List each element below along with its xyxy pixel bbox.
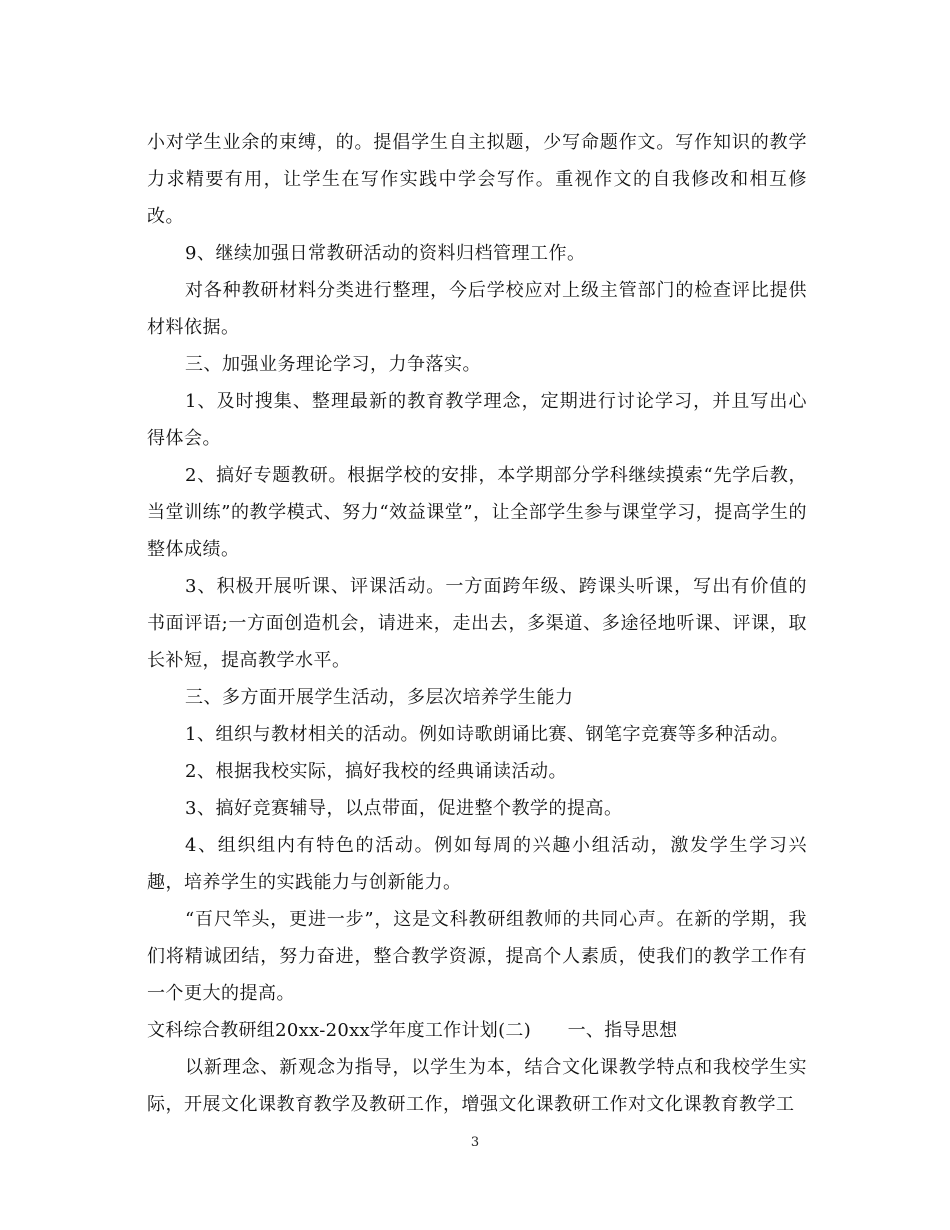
paragraph: 2、根据我校实际，搞好我校的经典诵读活动。 (185, 761, 567, 782)
paragraph: 1、及时搜集、整理最新的教育教学理念，定期进行讨论学习，并且写出心得体会。 (147, 391, 807, 449)
paragraph: 小对学生业余的束缚，的。提倡学生自主拟题，少写命题作文。写作知识的教学力求精要有用，让学生在写作实践中学会写作。重视作文的自我修改和相互修改。 (147, 132, 807, 227)
paragraph: 4、组织组内有特色的活动。例如每周的兴趣小组活动，激发学生学习兴趣，培养学生的实践能力与创新能力。 (147, 835, 807, 893)
plan-title-line: 文科综合教研组20xx-20xx学年度工作计划(二) 一、指导思想 (147, 1020, 678, 1041)
page-number: 3 (470, 1135, 480, 1150)
paragraph: “百尺竿头，更进一步”，这是文科教研组教师的共同心声。在新的学期，我们将精诚团结，努力奋进，整合教学资源，提高个人素质，使我们的教学工作有一个更大的提高。 (147, 909, 807, 1004)
section-heading: 三、加强业务理论学习，力争落实。 (185, 354, 481, 375)
document-body (147, 124, 807, 1123)
paragraph: 2、搞好专题教研。根据学校的安排，本学期部分学科继续摸索“先学后教，当堂训练”的教学模式、努力“效益课堂”，让全部学生参与课堂学习，提高学生的整体成绩。 (147, 465, 807, 560)
paragraph: 对各种教研材料分类进行整理，今后学校应对上级主管部门的检查评比提供材料依据。 (147, 280, 807, 338)
paragraph: 9、继续加强日常教研活动的资料归档管理工作。 (185, 243, 586, 264)
paragraph: 3、搞好竞赛辅导，以点带面，促进整个教学的提高。 (185, 798, 623, 819)
paragraph: 以新理念、新观念为指导，以学生为本，结合文化课教学特点和我校学生实际，开展文化课教育教学及教研工作，增强文化课教研工作对文化课教育教学工 (147, 1057, 807, 1115)
section-heading: 三、多方面开展学生活动，多层次培养学生能力 (185, 687, 574, 708)
paragraph: 1、组织与教材相关的活动。例如诗歌朗诵比赛、钢笔字竞赛等多种活动。 (185, 724, 789, 745)
paragraph: 3、积极开展听课、评课活动。一方面跨年级、跨课头听课，写出有价值的书面评语;一方面创造机会，请进来，走出去，多渠道、多途径地听课、评课，取长补短，提高教学水平。 (147, 576, 807, 671)
